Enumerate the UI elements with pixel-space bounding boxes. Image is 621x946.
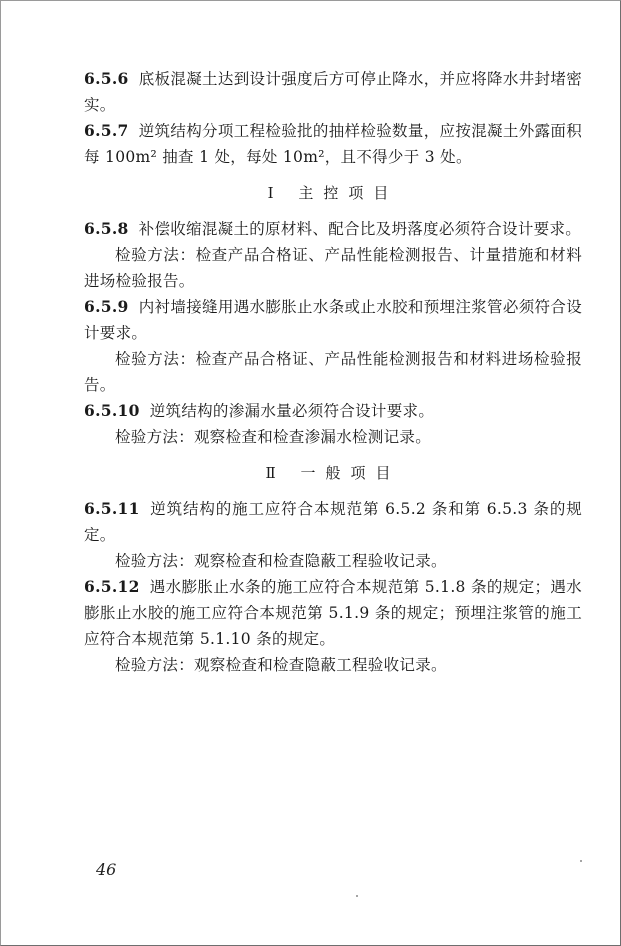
clause-6-5-9: [84, 294, 582, 346]
clause-text: 遇水膨胀止水条的施工应符合本规范第 5.1.8 条的规定；遇水膨胀止水胶的施工应符合本规范第 5.1.9 条的规定；预埋注浆管的施工应符合本规范第 5.1.10 条的规定。: [84, 578, 582, 648]
clause-text: 逆筑结构分项工程检验批的抽样检验数量，应按混凝土外露面积每 100m² 抽查 1 处，每处 10m²，且不得少于 3 处。: [84, 122, 582, 166]
inspection-method: 检验方法：观察检查和检查渗漏水检测记录。: [115, 428, 432, 446]
document-body: [84, 66, 582, 678]
inspection-method: 检验方法：检查产品合格证、产品性能检测报告和材料进场检验报告。: [84, 350, 582, 394]
clause-text: 逆筑结构的施工应符合本规范第 6.5.2 条和第 6.5.3 条的规定。: [84, 500, 582, 544]
clause-text: 内衬墙接缝用遇水膨胀止水条或止水胶和预埋注浆管必须符合设计要求。: [84, 298, 582, 342]
clause-number: 6.5.8: [84, 219, 129, 238]
clause-number: 6.5.11: [84, 499, 140, 518]
clause-number: 6.5.6: [84, 69, 129, 88]
inspection-method: 检验方法：检查产品合格证、产品性能检测报告、计量措施和材料进场检验报告。: [84, 246, 582, 290]
clause-text: 补偿收缩混凝土的原材料、配合比及坍落度必须符合设计要求。: [138, 220, 582, 238]
section-heading-general: Ⅱ 一般项目: [265, 464, 401, 482]
clause-6-5-11: [84, 496, 582, 548]
section-heading-main-control: Ⅰ 主控项目: [267, 184, 399, 202]
inspection-method: 检验方法：观察检查和检查隐蔽工程验收记录。: [115, 552, 447, 570]
scan-speck: [580, 860, 582, 862]
clause-text: 底板混凝土达到设计强度后方可停止降水，并应将降水井封堵密实。: [84, 70, 582, 114]
scan-speck: [356, 895, 358, 897]
clause-text: 逆筑结构的渗漏水量必须符合设计要求。: [149, 402, 435, 420]
clause-6-5-8: [84, 216, 582, 242]
clause-6-5-10: [84, 398, 582, 424]
clause-number: 6.5.12: [84, 577, 140, 596]
clause-6-5-6: [84, 66, 582, 118]
clause-6-5-7: [84, 118, 582, 170]
inspection-method: 检验方法：观察检查和检查隐蔽工程验收记录。: [115, 656, 447, 674]
clause-number: 6.5.9: [84, 297, 129, 316]
page-number: 46: [96, 860, 117, 879]
clause-number: 6.5.7: [84, 121, 129, 140]
clause-6-5-12: [84, 574, 582, 652]
clause-number: 6.5.10: [84, 401, 140, 420]
